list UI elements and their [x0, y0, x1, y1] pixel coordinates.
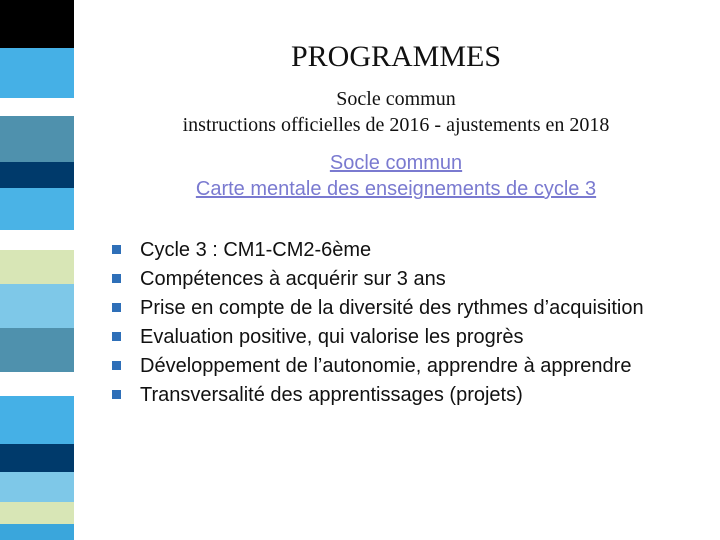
stripe-segment	[0, 524, 74, 540]
stripe-segment	[0, 372, 74, 396]
list-item-text: Evaluation positive, qui valorise les progrès	[140, 326, 524, 348]
slide-subtitle	[80, 86, 712, 138]
stripe-segment	[0, 98, 74, 116]
bullet-list	[112, 236, 670, 410]
list-item	[112, 236, 670, 265]
stripe-segment	[0, 328, 74, 372]
slide-title: PROGRAMMES	[290, 40, 502, 73]
square-bullet-icon	[112, 303, 121, 312]
stripe-segment	[0, 116, 74, 162]
stripe-segment	[0, 250, 74, 284]
subtitle-line: instructions officielles de 2016 - ajustements en 2018	[182, 114, 610, 136]
square-bullet-icon	[112, 332, 121, 341]
list-item-text: Compétences à acquérir sur 3 ans	[140, 268, 446, 290]
list-item-text: Développement de l’autonomie, apprendre à apprendre	[140, 355, 632, 377]
square-bullet-icon	[112, 274, 121, 283]
list-item-text: Cycle 3 : CM1-CM2-6ème	[140, 239, 372, 261]
list-item-text: Transversalité des apprentissages (projets)	[140, 384, 523, 406]
list-item	[112, 381, 670, 410]
stripe-segment	[0, 0, 74, 48]
stripe-segment	[0, 230, 74, 250]
square-bullet-icon	[112, 245, 121, 254]
decorative-stripe	[0, 0, 74, 540]
carte-mentale-link[interactable]: Carte mentale des enseignements de cycle 3	[195, 178, 597, 200]
stripe-segment	[0, 472, 74, 502]
stripe-segment	[0, 48, 74, 98]
list-item	[112, 294, 670, 323]
subtitle-line: Socle commun	[336, 88, 456, 110]
stripe-segment	[0, 284, 74, 328]
square-bullet-icon	[112, 361, 121, 370]
stripe-segment	[0, 162, 74, 188]
link-group	[80, 150, 712, 202]
list-item	[112, 265, 670, 294]
stripe-segment	[0, 396, 74, 444]
list-item	[112, 352, 670, 381]
list-item-text: Prise en compte de la diversité des rythmes d’acquisition	[140, 297, 644, 319]
list-item	[112, 323, 670, 352]
stripe-segment	[0, 188, 74, 230]
socle-commun-link[interactable]: Socle commun	[329, 152, 463, 174]
stripe-segment	[0, 502, 74, 524]
square-bullet-icon	[112, 390, 121, 399]
stripe-segment	[0, 444, 74, 472]
